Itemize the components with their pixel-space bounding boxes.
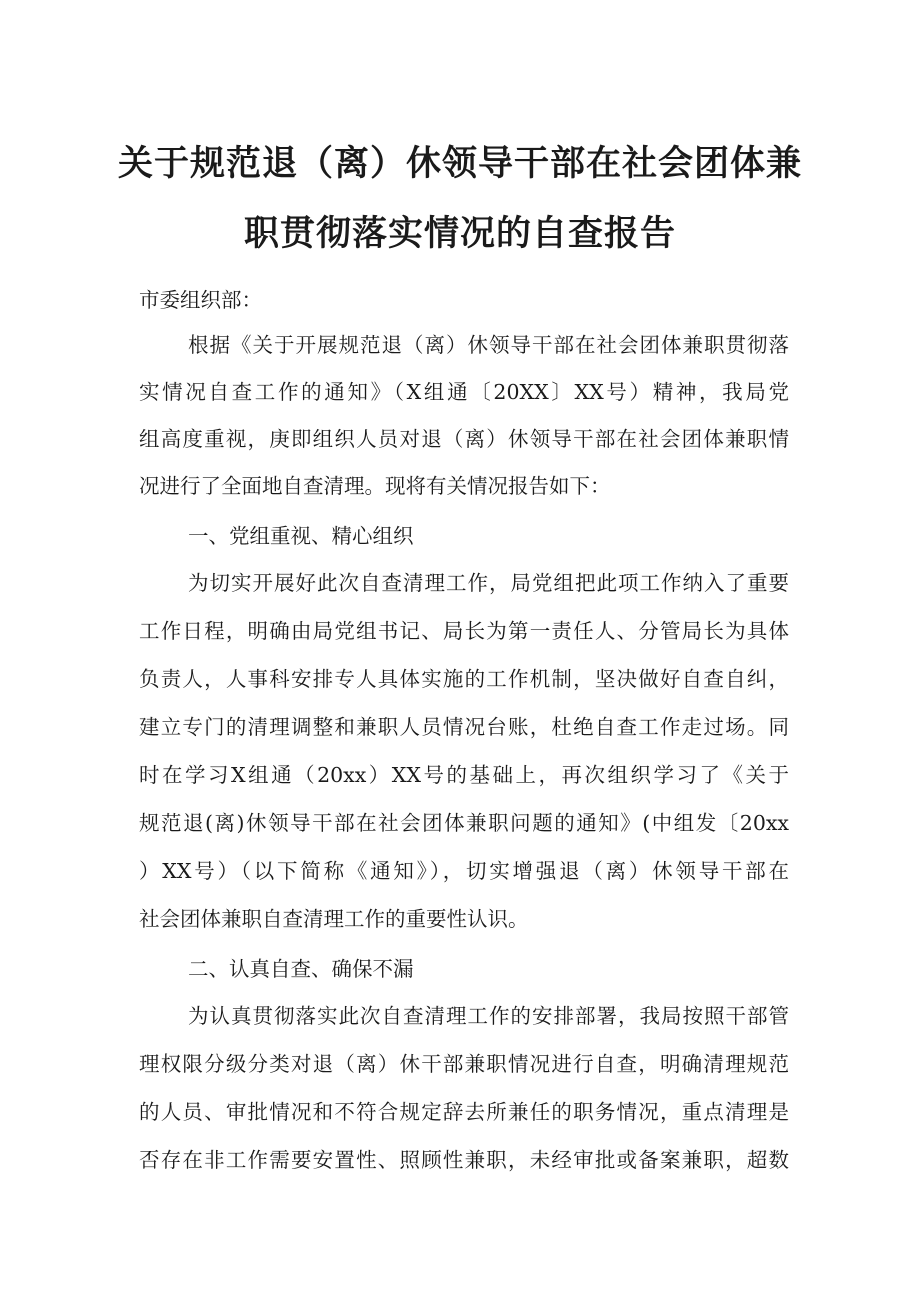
document-title-line-1: 关于规范退（离）休领导干部在社会团体兼	[117, 144, 802, 184]
paragraph-line: 规范退(离)休领导干部在社会团体兼职问题的通知》(中组发〔20xx	[139, 811, 789, 835]
paragraph-line: 否存在非工作需要安置性、照顾性兼职，未经审批或备案兼职，超数	[139, 1148, 789, 1172]
section-heading-1: 一、党组重视、精心组织	[188, 524, 414, 548]
document-title-line-2: 职贯彻落实情况的自查报告	[243, 214, 676, 254]
paragraph-line: 社会团体兼职自查清理工作的重要性认识。	[139, 907, 529, 931]
salutation: 市委组织部：	[139, 288, 262, 312]
paragraph-line: 理权限分级分类对退（离）休干部兼职情况进行自查，明确清理规范	[139, 1052, 789, 1076]
paragraph-line: 组高度重视，庚即组织人员对退（离）休领导干部在社会团体兼职情	[139, 427, 789, 451]
paragraph-line: 实情况自查工作的通知》（X组通〔20XX〕XX号）精神，我局党	[139, 380, 789, 404]
paragraph-line: 根据《关于开展规范退（离）休领导干部在社会团体兼职贯彻落	[188, 333, 789, 357]
paragraph-line: 时在学习X组通（20xx）XX号的基础上，再次组织学习了《关于	[139, 763, 789, 787]
section-heading-2: 二、认真自查、确保不漏	[188, 957, 414, 981]
paragraph-line: 负责人，人事科安排专人具体实施的工作机制，坚决做好自查自纠，	[139, 667, 789, 691]
paragraph-line: 况进行了全面地自查清理。现将有关情况报告如下：	[139, 474, 611, 498]
paragraph-line: 建立专门的清理调整和兼职人员情况台账，杜绝自查工作走过场。同	[139, 715, 789, 739]
paragraph-line: 为认真贯彻落实此次自查清理工作的安排部署，我局按照干部管	[188, 1004, 789, 1028]
paragraph-line: 的人员、审批情况和不符合规定辞去所兼任的职务情况，重点清理是	[139, 1100, 789, 1124]
paragraph-line: 为切实开展好此次自查清理工作，局党组把此项工作纳入了重要	[188, 571, 789, 595]
paragraph-line: 工作日程，明确由局党组书记、局长为第一责任人、分管局长为具体	[139, 619, 789, 643]
paragraph-line: ）XX号）（以下简称《通知》），切实增强退（离）休领导干部在	[139, 859, 789, 883]
